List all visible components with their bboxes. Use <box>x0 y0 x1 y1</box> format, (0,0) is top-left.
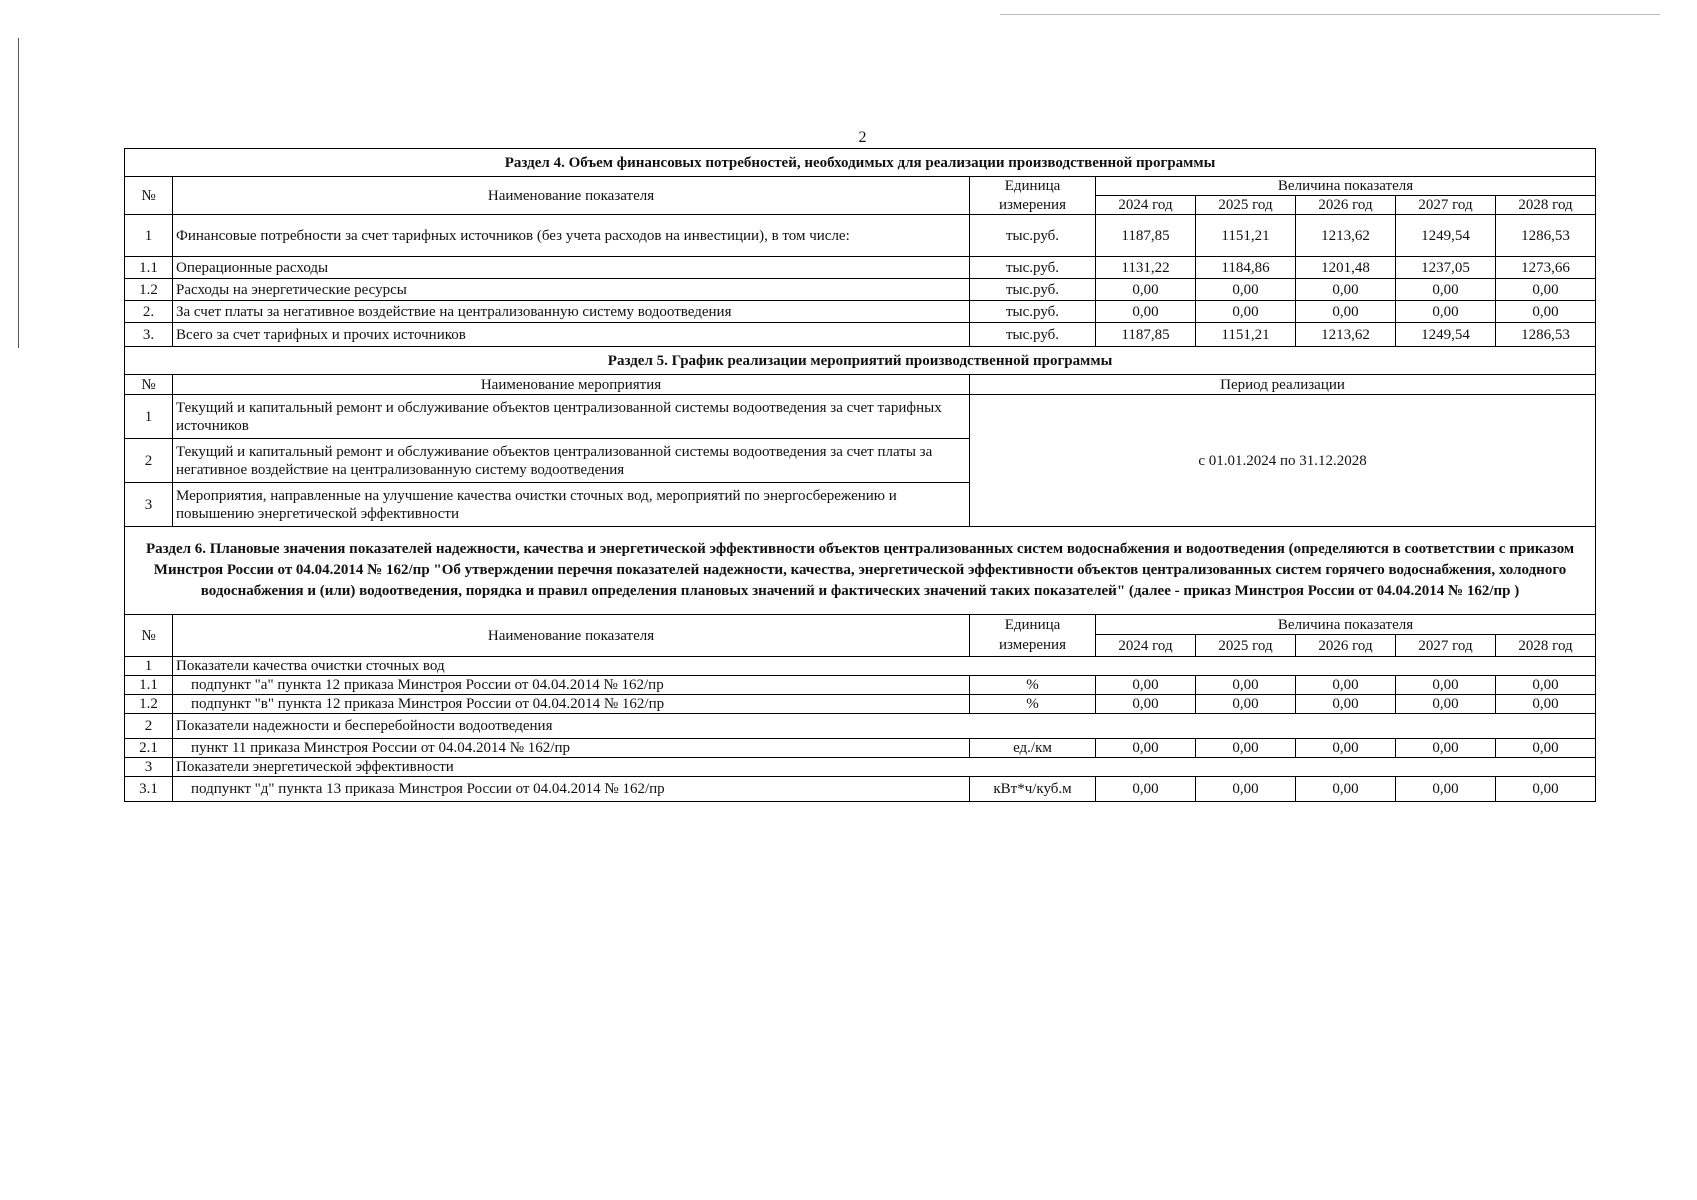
row-unit: тыс.руб. <box>970 279 1096 301</box>
row-no: 2 <box>125 714 173 739</box>
row-unit: тыс.руб. <box>970 323 1096 347</box>
row-value: 0,00 <box>1196 676 1296 695</box>
row-value: 1187,85 <box>1096 215 1196 257</box>
row-value: 0,00 <box>1096 279 1196 301</box>
s5-period-value: с 01.01.2024 по 31.12.2028 <box>970 395 1596 527</box>
s5-col-period: Период реализации <box>970 375 1596 395</box>
row-value: 1187,85 <box>1096 323 1196 347</box>
group-row <box>125 657 1596 676</box>
row-value: 0,00 <box>1196 777 1296 802</box>
year-header: 2024 год <box>1096 196 1196 215</box>
row-value: 1213,62 <box>1296 323 1396 347</box>
row-name: подпункт "д" пункта 13 приказа Минстроя России от 04.04.2014 № 162/пр <box>173 777 970 802</box>
row-no: 1 <box>125 215 173 257</box>
row-value: 0,00 <box>1096 695 1196 714</box>
row-name: Финансовые потребности за счет тарифных источников (без учета расходов на инвестиции), в том числе: <box>173 215 970 257</box>
row-value: 0,00 <box>1296 676 1396 695</box>
row-value: 0,00 <box>1396 777 1496 802</box>
row-no: 2 <box>125 439 173 483</box>
s6-col-name: Наименование показателя <box>173 615 970 657</box>
row-name: За счет платы за негативное воздействие на централизованную систему водоотведения <box>173 301 970 323</box>
page-number: 2 <box>858 129 867 146</box>
s6-col-unit-2: измерения <box>970 635 1096 657</box>
group-name: Показатели энергетической эффективности <box>173 758 1596 777</box>
row-name: Текущий и капитальный ремонт и обслуживание объектов централизованной системы водоотведения за счет платы за негативное воздействие на централизованную систему водоотведения <box>173 439 970 483</box>
s4-col-name: Наименование показателя <box>173 177 970 215</box>
table-row <box>125 279 1596 301</box>
scan-top-mark <box>1000 14 1660 15</box>
row-unit: тыс.руб. <box>970 215 1096 257</box>
row-name: Операционные расходы <box>173 257 970 279</box>
row-value: 1237,05 <box>1396 257 1496 279</box>
row-no: 1 <box>125 657 173 676</box>
row-name: Всего за счет тарифных и прочих источников <box>173 323 970 347</box>
row-value: 0,00 <box>1496 739 1596 758</box>
table-row <box>125 676 1596 695</box>
row-value: 1151,21 <box>1196 215 1296 257</box>
row-no: 1.2 <box>125 279 173 301</box>
s4-col-no: № <box>125 177 173 215</box>
row-no: 2. <box>125 301 173 323</box>
row-value: 1184,86 <box>1196 257 1296 279</box>
year-header: 2025 год <box>1196 196 1296 215</box>
row-no: 1.2 <box>125 695 173 714</box>
table-row <box>125 739 1596 758</box>
row-value: 0,00 <box>1196 279 1296 301</box>
year-header: 2028 год <box>1496 635 1596 657</box>
row-no: 1.1 <box>125 676 173 695</box>
row-name: пункт 11 приказа Минстроя России от 04.04.2014 № 162/пр <box>173 739 970 758</box>
year-header: 2026 год <box>1296 635 1396 657</box>
document-table <box>124 148 1596 802</box>
year-header: 2028 год <box>1496 196 1596 215</box>
row-value: 0,00 <box>1496 301 1596 323</box>
row-value: 0,00 <box>1096 739 1196 758</box>
row-value: 0,00 <box>1096 777 1196 802</box>
row-name: подпункт "в" пункта 12 приказа Минстроя России от 04.04.2014 № 162/пр <box>173 695 970 714</box>
row-unit: тыс.руб. <box>970 301 1096 323</box>
row-value: 0,00 <box>1296 739 1396 758</box>
group-name: Показатели качества очистки сточных вод <box>173 657 1596 676</box>
section-4-title: Раздел 4. Объем финансовых потребностей, необходимых для реализации производственной программы <box>125 149 1596 177</box>
group-row <box>125 758 1596 777</box>
s6-col-value: Величина показателя <box>1096 615 1596 635</box>
s4-col-value: Величина показателя <box>1096 177 1596 196</box>
table-row <box>125 257 1596 279</box>
s5-col-name: Наименование мероприятия <box>173 375 970 395</box>
row-value: 0,00 <box>1496 279 1596 301</box>
group-row <box>125 714 1596 739</box>
row-value: 0,00 <box>1196 695 1296 714</box>
row-value: 0,00 <box>1396 301 1496 323</box>
section-6-title: Раздел 6. Плановые значения показателей надежности, качества и энергетической эффективности объектов централизованных систем водоснабжения и водоотведения (определяются в соответствии с приказом Минстроя России от 04.04.2014 № 162/пр "Об утверждении перечня показателей надежности, качества, энергетической эффективности объектов централизованных систем горячего водоснабжения, холодного водоснабжения и (или) водоотведения, порядка и правил определения плановых значений и фактических значений таких показателей" (далее - приказ Минстроя России от 04.04.2014 № 162/пр ) <box>125 527 1596 615</box>
row-value: 0,00 <box>1296 695 1396 714</box>
row-value: 0,00 <box>1396 676 1496 695</box>
year-header: 2024 год <box>1096 635 1196 657</box>
table-row <box>125 395 1596 439</box>
table-row <box>125 695 1596 714</box>
s4-col-unit-1: Единица <box>970 177 1096 196</box>
row-value: 1249,54 <box>1396 323 1496 347</box>
s6-col-no: № <box>125 615 173 657</box>
row-value: 0,00 <box>1096 301 1196 323</box>
row-value: 1273,66 <box>1496 257 1596 279</box>
row-value: 1286,53 <box>1496 323 1596 347</box>
row-value: 1131,22 <box>1096 257 1196 279</box>
table-row <box>125 777 1596 802</box>
group-name: Показатели надежности и бесперебойности водоотведения <box>173 714 1596 739</box>
row-value: 1151,21 <box>1196 323 1296 347</box>
year-header: 2027 год <box>1396 635 1496 657</box>
scan-margin-mark <box>18 38 19 348</box>
row-name: Мероприятия, направленные на улучшение качества очистки сточных вод, мероприятий по энергосбережению и повышению энергетической эффективности <box>173 483 970 527</box>
row-value: 0,00 <box>1296 279 1396 301</box>
row-name: Текущий и капитальный ремонт и обслуживание объектов централизованной системы водоотведения за счет тарифных источников <box>173 395 970 439</box>
row-value: 0,00 <box>1396 279 1496 301</box>
row-unit: % <box>970 695 1096 714</box>
row-no: 1 <box>125 395 173 439</box>
row-value: 1249,54 <box>1396 215 1496 257</box>
row-no: 2.1 <box>125 739 173 758</box>
row-unit: кВт*ч/куб.м <box>970 777 1096 802</box>
year-header: 2025 год <box>1196 635 1296 657</box>
row-value: 0,00 <box>1096 676 1196 695</box>
row-value: 1213,62 <box>1296 215 1396 257</box>
row-value: 0,00 <box>1496 695 1596 714</box>
table-row <box>125 301 1596 323</box>
row-no: 3.1 <box>125 777 173 802</box>
row-no: 3 <box>125 758 173 777</box>
s4-col-unit-2: измерения <box>970 196 1096 215</box>
row-value: 1286,53 <box>1496 215 1596 257</box>
year-header: 2026 год <box>1296 196 1396 215</box>
row-value: 0,00 <box>1296 301 1396 323</box>
row-no: 1.1 <box>125 257 173 279</box>
s6-col-unit-1: Единица <box>970 615 1096 635</box>
row-value: 0,00 <box>1196 739 1296 758</box>
row-value: 0,00 <box>1396 695 1496 714</box>
row-name: подпункт "а" пункта 12 приказа Минстроя России от 04.04.2014 № 162/пр <box>173 676 970 695</box>
row-value: 0,00 <box>1296 777 1396 802</box>
year-header: 2027 год <box>1396 196 1496 215</box>
row-value: 0,00 <box>1496 676 1596 695</box>
table-row <box>125 215 1596 257</box>
section-5-title: Раздел 5. График реализации мероприятий производственной программы <box>125 347 1596 375</box>
row-unit: ед./км <box>970 739 1096 758</box>
row-name: Расходы на энергетические ресурсы <box>173 279 970 301</box>
s5-col-no: № <box>125 375 173 395</box>
row-value: 1201,48 <box>1296 257 1396 279</box>
row-unit: % <box>970 676 1096 695</box>
row-value: 0,00 <box>1496 777 1596 802</box>
table-row <box>125 323 1596 347</box>
row-unit: тыс.руб. <box>970 257 1096 279</box>
row-no: 3. <box>125 323 173 347</box>
row-value: 0,00 <box>1196 301 1296 323</box>
row-value: 0,00 <box>1396 739 1496 758</box>
row-no: 3 <box>125 483 173 527</box>
